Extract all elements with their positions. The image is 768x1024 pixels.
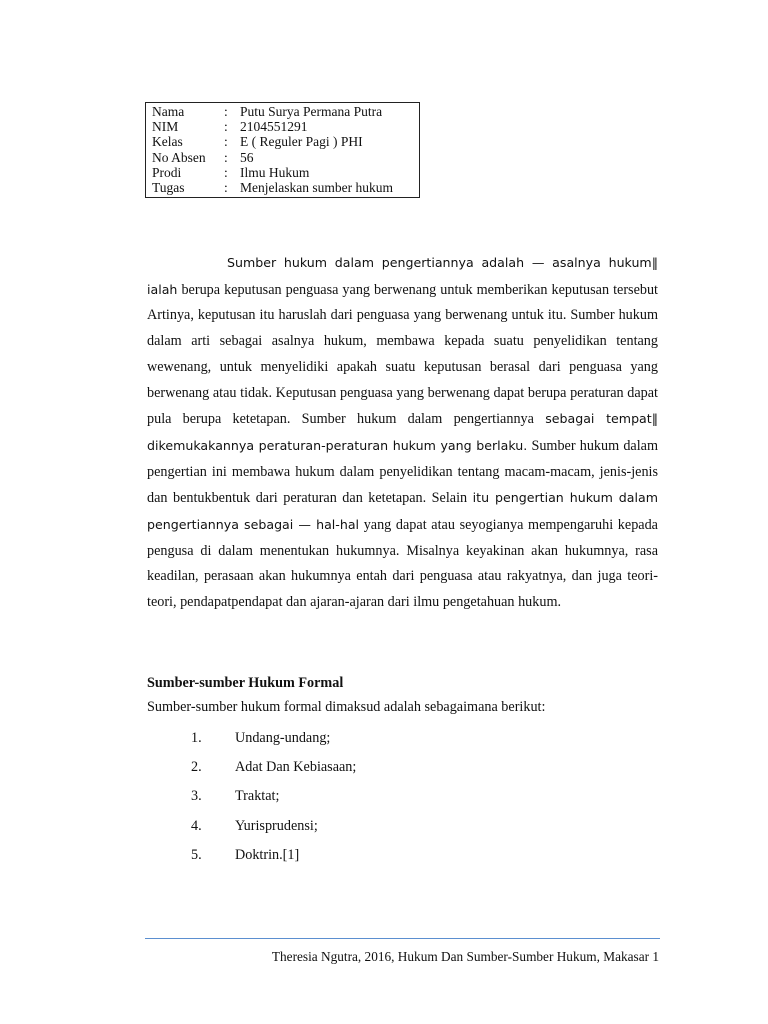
identity-colon: : [224, 180, 228, 196]
paragraph-sentence: sebagai tempat‖ dikemukakannya peraturan-peraturan hukum yang berlaku. [147, 411, 659, 453]
identity-row-nama [146, 104, 419, 119]
identity-value: Putu Surya Permana Putra [240, 104, 383, 119]
identity-label: Nama [152, 104, 185, 119]
list-text: Yurisprudensi; [235, 817, 318, 834]
paragraph-sentence: berupa keputusan penguasa yang berwenang untuk memberikan keputusan tersebut Artinya, keputusan itu haruslah dari penguasa yang berwenang untuk itu. Sumber hukum dalam arti sebagai asalnya hukum, membawa kepada suatu penyelidikan tentang wewenang, untuk menyelidiki apakah suatu keputusan berasal dari penguasa yang berwenang atau tidak. Keputusan penguasa yang berwenang dapat berupa peraturan dapat pula berupa ketetapan. Sumber hukum dalam pengertiannya [147, 281, 658, 428]
identity-label: No Absen [152, 149, 206, 165]
section-intro: Sumber-sumber hukum formal dimaksud adalah sebagaimana berikut: [147, 699, 546, 715]
list-number: 4. [191, 817, 202, 834]
identity-colon: : [224, 104, 228, 119]
identity-row-kelas [146, 134, 419, 149]
identity-value: 2104551291 [240, 119, 308, 135]
identity-value: Ilmu Hukum [240, 164, 310, 180]
list-text: Traktat; [235, 788, 280, 805]
paragraph-sentence: Sumber hukum dalam pengertiannya adalah — asalnya hukum‖ ialah [147, 255, 658, 297]
identity-colon: : [224, 134, 228, 150]
list-number: 5. [191, 846, 202, 863]
identity-value: Menjelaskan sumber hukum [240, 180, 393, 196]
list-item [147, 841, 356, 870]
footnote-divider [145, 938, 660, 939]
list-item [147, 724, 356, 753]
identity-label: Prodi [152, 164, 182, 180]
identity-value: E ( Reguler Pagi ) PHI [240, 134, 363, 150]
identity-colon: : [224, 119, 228, 135]
list-text: Adat Dan Kebiasaan; [235, 759, 357, 776]
sources-list [147, 724, 356, 870]
body-paragraph [147, 250, 658, 616]
list-number: 1. [191, 730, 202, 747]
identity-colon: : [224, 164, 228, 180]
list-text: Undang-undang; [235, 730, 331, 747]
identity-row-no-absen [146, 150, 419, 165]
list-number: 3. [191, 788, 202, 805]
identity-row-nim [146, 119, 419, 134]
identity-row-prodi [146, 165, 419, 180]
identity-value: 56 [240, 149, 254, 165]
list-item [147, 753, 356, 782]
paragraph-sentence: yang dapat atau seyogianya mempengaruhi kepada pengusa di dalam menentukan hukumnya. Misalnya keyakinan akan hukumnya, rasa keadilan, perasaan akan hukumnya entah dari penguasa atau rakyatnya, dan juga teori-teori, pendapatpendapat dan ajaran-ajaran dari ilmu pengetahuan hukum. [147, 517, 658, 611]
identity-label: NIM [152, 119, 179, 135]
paragraph-sentence: Sumber hukum dalam pengertian ini membawa hukum dalam penyelidikan tentang macam-macam, jenis-jenis dan bentukbentuk dari peraturan dan ketetapan. Selain [147, 437, 658, 507]
footnote: Theresia Ngutra, 2016, Hukum Dan Sumber-Sumber Hukum, Makasar 1 [271, 949, 659, 964]
list-text: Doktrin.[1] [235, 846, 300, 863]
section-heading: Sumber-sumber Hukum Formal [147, 675, 344, 691]
list-item [147, 782, 356, 811]
list-item [147, 812, 356, 841]
identity-row-tugas [146, 180, 419, 195]
student-identity-box [145, 102, 420, 198]
identity-colon: : [224, 149, 228, 165]
identity-label: Kelas [152, 134, 183, 150]
paragraph-sentence: itu pengertian hukum dalam pengertiannya sebagai — hal-hal [147, 490, 658, 533]
identity-label: Tugas [152, 180, 185, 196]
list-number: 2. [191, 759, 202, 776]
